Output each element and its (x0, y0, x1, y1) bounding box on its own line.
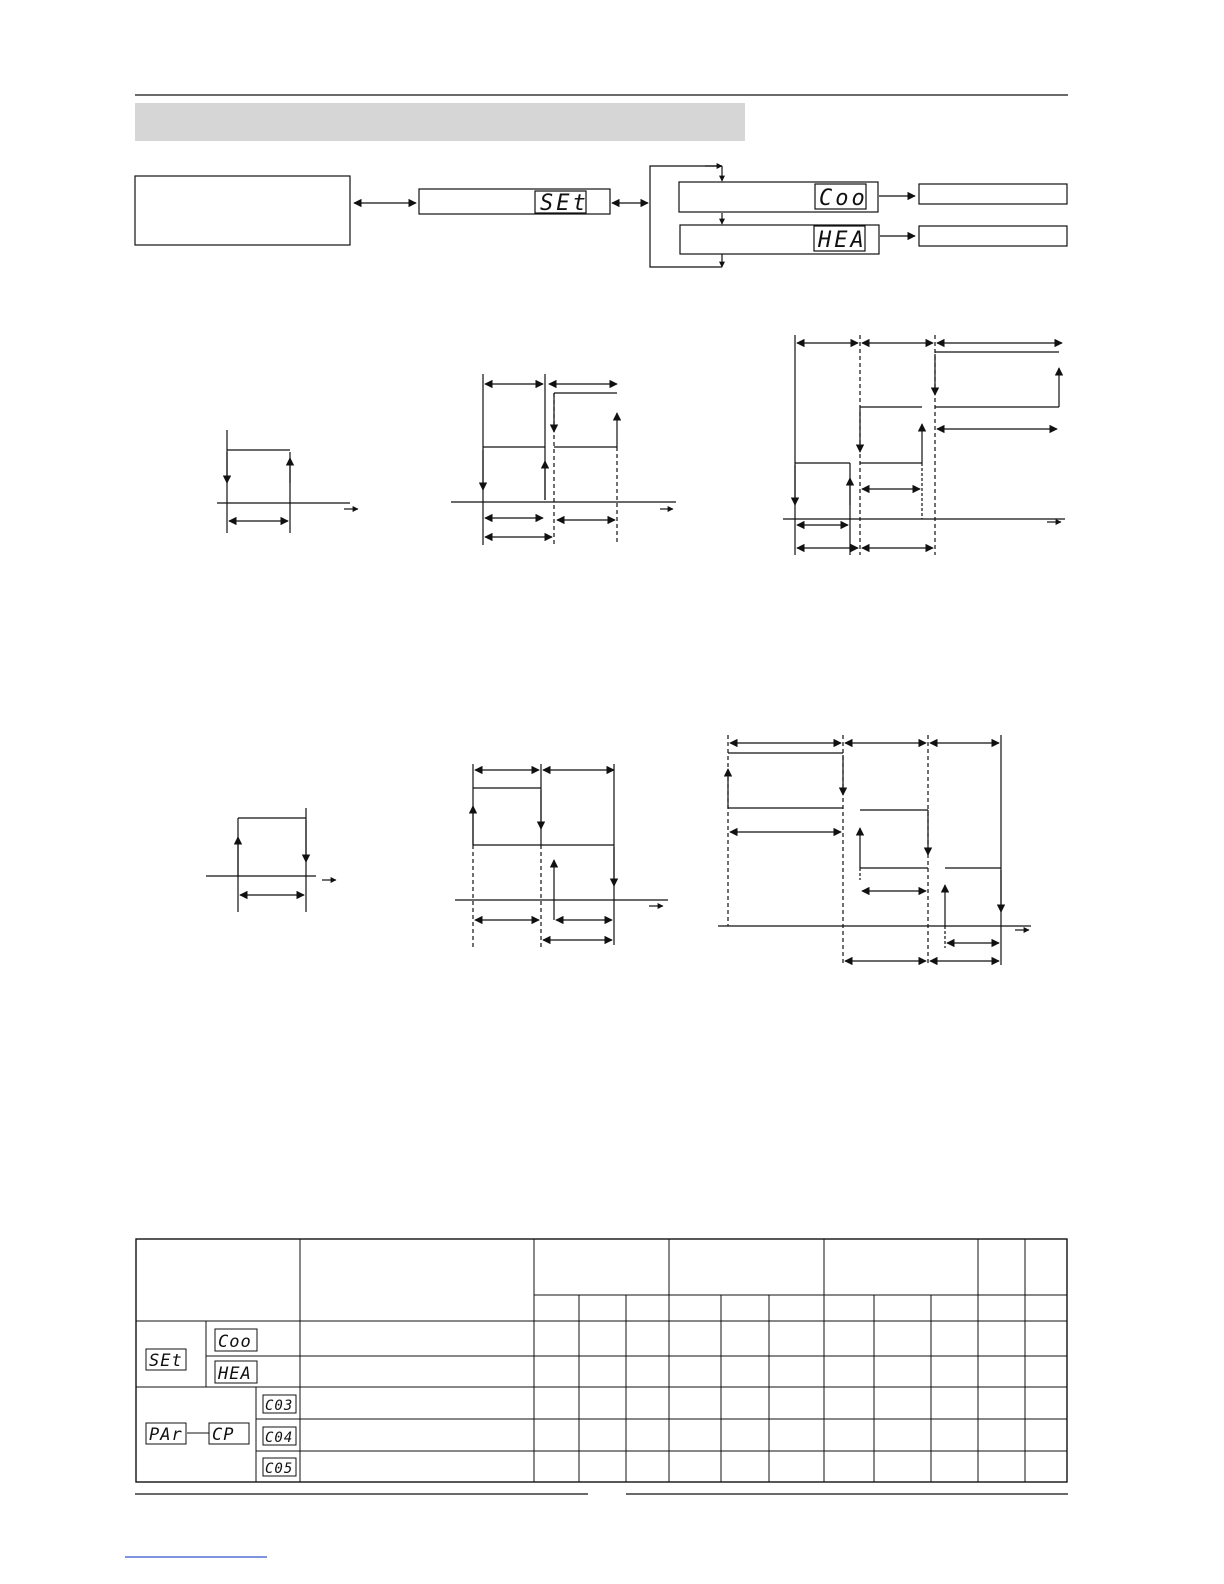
table-coo-display (215, 1329, 257, 1352)
table-cp-text: CP (212, 1425, 235, 1445)
hea-result-box (919, 226, 1067, 246)
table-c04-display (263, 1427, 296, 1446)
heating-diagram-3 (718, 735, 1031, 965)
left-box (135, 176, 350, 245)
table-set-text: SEt (149, 1351, 183, 1371)
table-c03-text: C03 (265, 1398, 294, 1414)
table-c05-text: C05 (265, 1461, 294, 1477)
table-par-text: PAr (149, 1425, 183, 1445)
set-display (535, 191, 589, 216)
cooling-diagram-3 (783, 335, 1065, 555)
table-c05-display (263, 1458, 296, 1477)
hea-display-text: HEA (818, 228, 867, 253)
table-c03-display (263, 1395, 296, 1414)
section-banner (135, 103, 745, 141)
set-display-text: SEt (540, 191, 589, 216)
heating-diagram-2 (455, 764, 668, 950)
cooling-diagram-1 (217, 430, 358, 533)
heating-diagram-1 (206, 808, 336, 912)
table-par-display (146, 1423, 186, 1445)
menu-flow-diagram (135, 166, 1067, 267)
table-cp-display (209, 1423, 249, 1445)
table-coo-text: Coo (218, 1332, 252, 1352)
coo-display (815, 184, 868, 211)
coo-result-box (919, 184, 1067, 204)
coo-display-text: Coo (819, 186, 868, 211)
table-set-display (146, 1349, 186, 1371)
table-hea-text: HEA (218, 1364, 252, 1384)
table-hea-display (215, 1361, 257, 1384)
cooling-diagram-2 (451, 374, 676, 545)
hea-display (814, 226, 867, 253)
loop-bracket (650, 166, 722, 267)
table-c04-text: C04 (265, 1430, 294, 1446)
